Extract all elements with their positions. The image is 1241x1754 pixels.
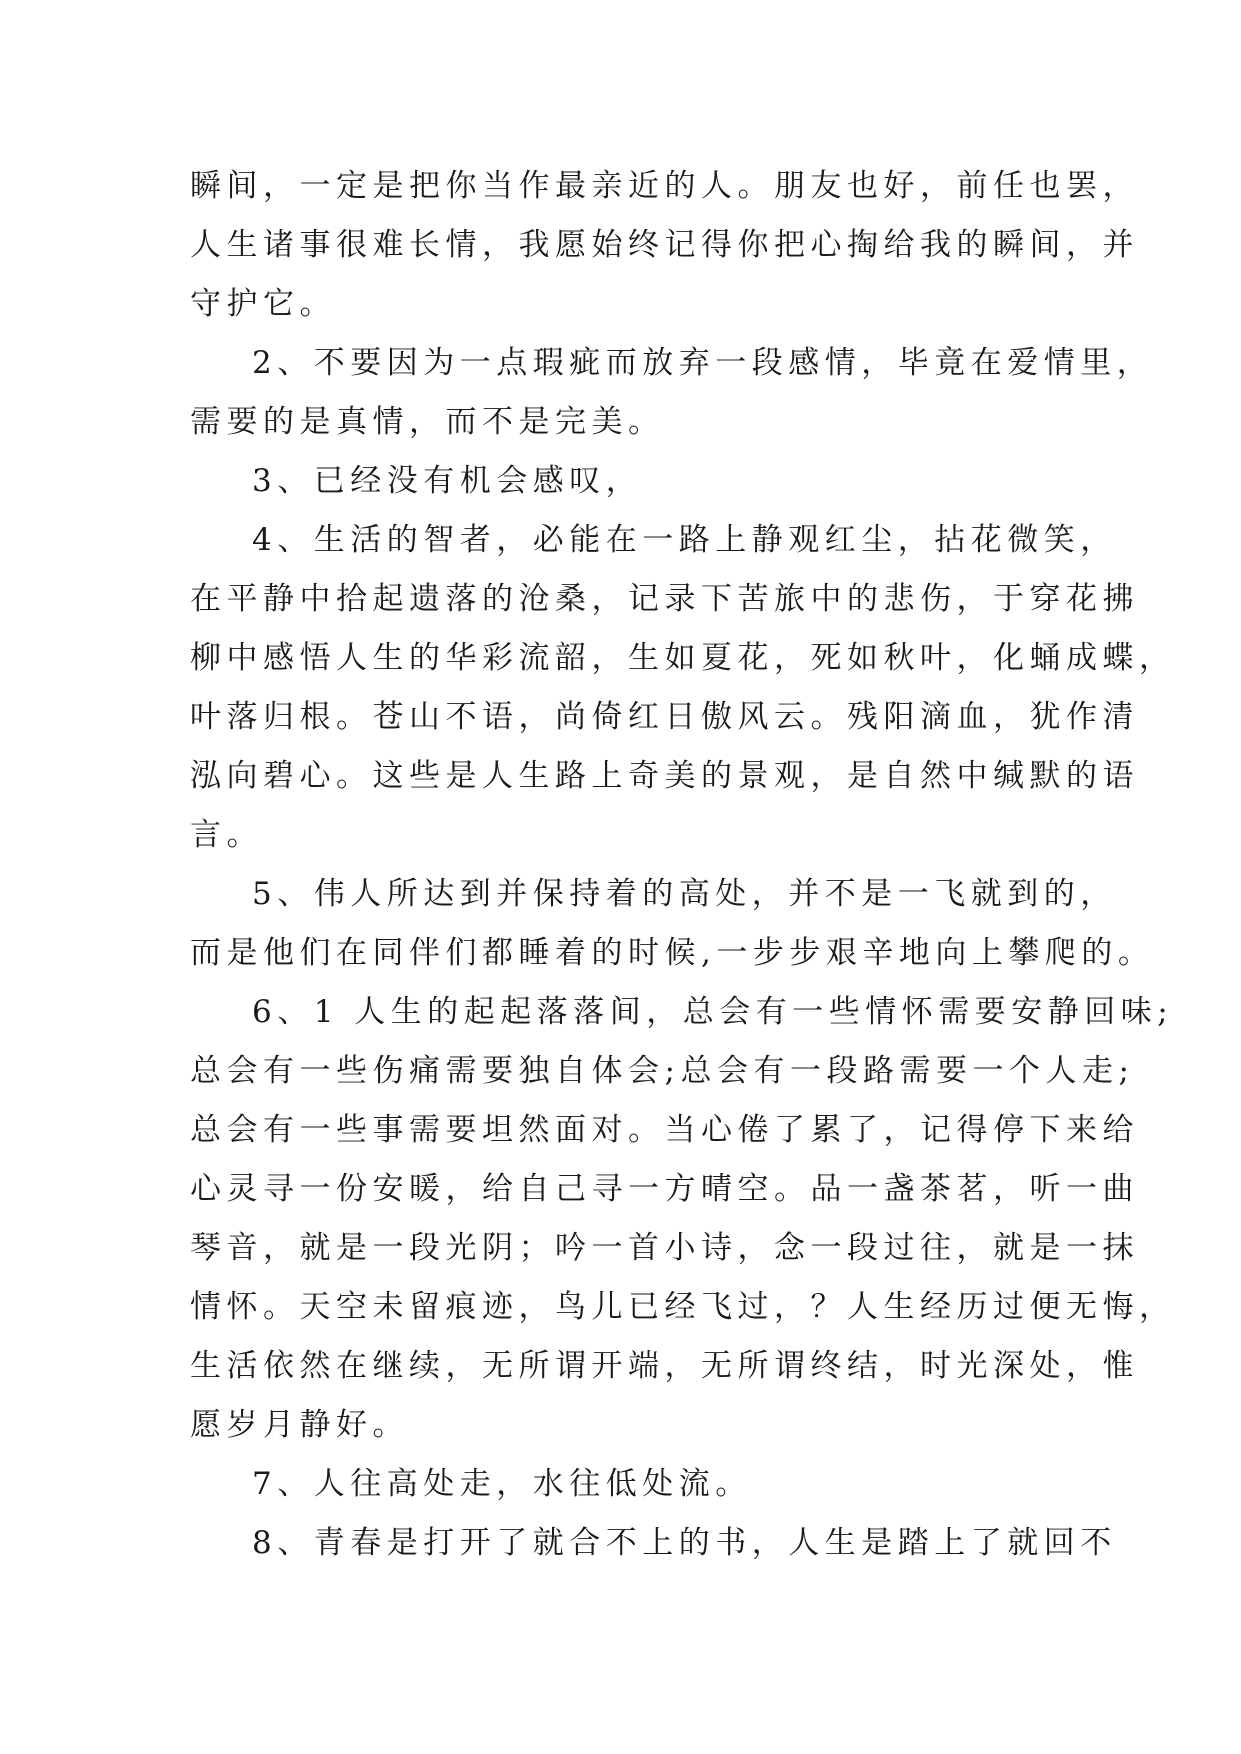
text-line: 泓向碧心。这些是人生路上奇美的景观，是自然中缄默的语	[190, 758, 1139, 794]
text-line: 人生诸事很难长情，我愿始终记得你把心掏给我的瞬间，并	[190, 227, 1139, 263]
text-line: 琴音，就是一段光阴；吟一首小诗，念一段过往，就是一抹	[190, 1230, 1139, 1266]
text-line: 需要的是真情，而不是完美。	[190, 404, 665, 440]
text-line: 在平静中拾起遗落的沧桑，记录下苦旅中的悲伤，于穿花拂	[190, 581, 1139, 617]
paragraph	[190, 865, 1155, 983]
text-line: 柳中感悟人生的华彩流韶，生如夏花，死如秋叶，化蛹成蝶，	[190, 640, 1176, 676]
text-line: 瞬间，一定是把你当作最亲近的人。朋友也好，前任也罢，	[190, 168, 1139, 204]
text-line: 愿岁月静好。	[190, 1407, 409, 1443]
text-line: 4、生活的智者，必能在一路上静观红尘，拈花微笑，	[252, 522, 1117, 558]
paragraph	[190, 452, 1070, 511]
paragraph	[190, 1514, 1117, 1573]
paragraph	[190, 157, 1139, 334]
text-line: 5、伟人所达到并保持着的高处，并不是一飞就到的，	[252, 876, 1117, 912]
text-line: 总会有一些事需要坦然面对。当心倦了累了，记得停下来给	[190, 1112, 1139, 1148]
text-line: 8、青春是打开了就合不上的书，人生是踏上了就回不	[252, 1525, 1117, 1561]
text-line: 6、1 人生的起起落落间，总会有一些情怀需要安静回味;	[252, 994, 1174, 1030]
text-line: 生活依然在继续，无所谓开端，无所谓终结，时光深处，惟	[190, 1348, 1139, 1384]
text-line: 而是他们在同伴们都睡着的时候,一步步艰辛地向上攀爬的。	[190, 935, 1155, 971]
document-body	[190, 157, 1176, 1573]
paragraph	[190, 983, 1176, 1455]
text-line: 叶落归根。苍山不语，尚倚红日傲风云。残阳滴血，犹作清	[190, 699, 1139, 735]
text-line: 2、不要因为一点瑕疵而放弃一段感情，毕竟在爱情里，	[252, 345, 1154, 381]
text-line: 3、已经没有机会感叹，	[252, 463, 643, 499]
text-line: 心灵寻一份安暖，给自己寻一方晴空。品一盏茶茗，听一曲	[190, 1171, 1139, 1207]
text-line: 情怀。天空未留痕迹，鸟儿已经飞过，？人生经历过便无悔，	[190, 1289, 1176, 1325]
text-line: 7、人往高处走，水往低处流。	[252, 1466, 752, 1502]
paragraph	[190, 511, 1176, 865]
text-line: 言。	[190, 817, 263, 853]
text-line: 总会有一些伤痛需要独自体会;总会有一段路需要一个人走;	[190, 1053, 1135, 1089]
text-line: 守护它。	[190, 286, 336, 322]
paragraph	[190, 1455, 1070, 1514]
paragraph	[190, 334, 1154, 452]
